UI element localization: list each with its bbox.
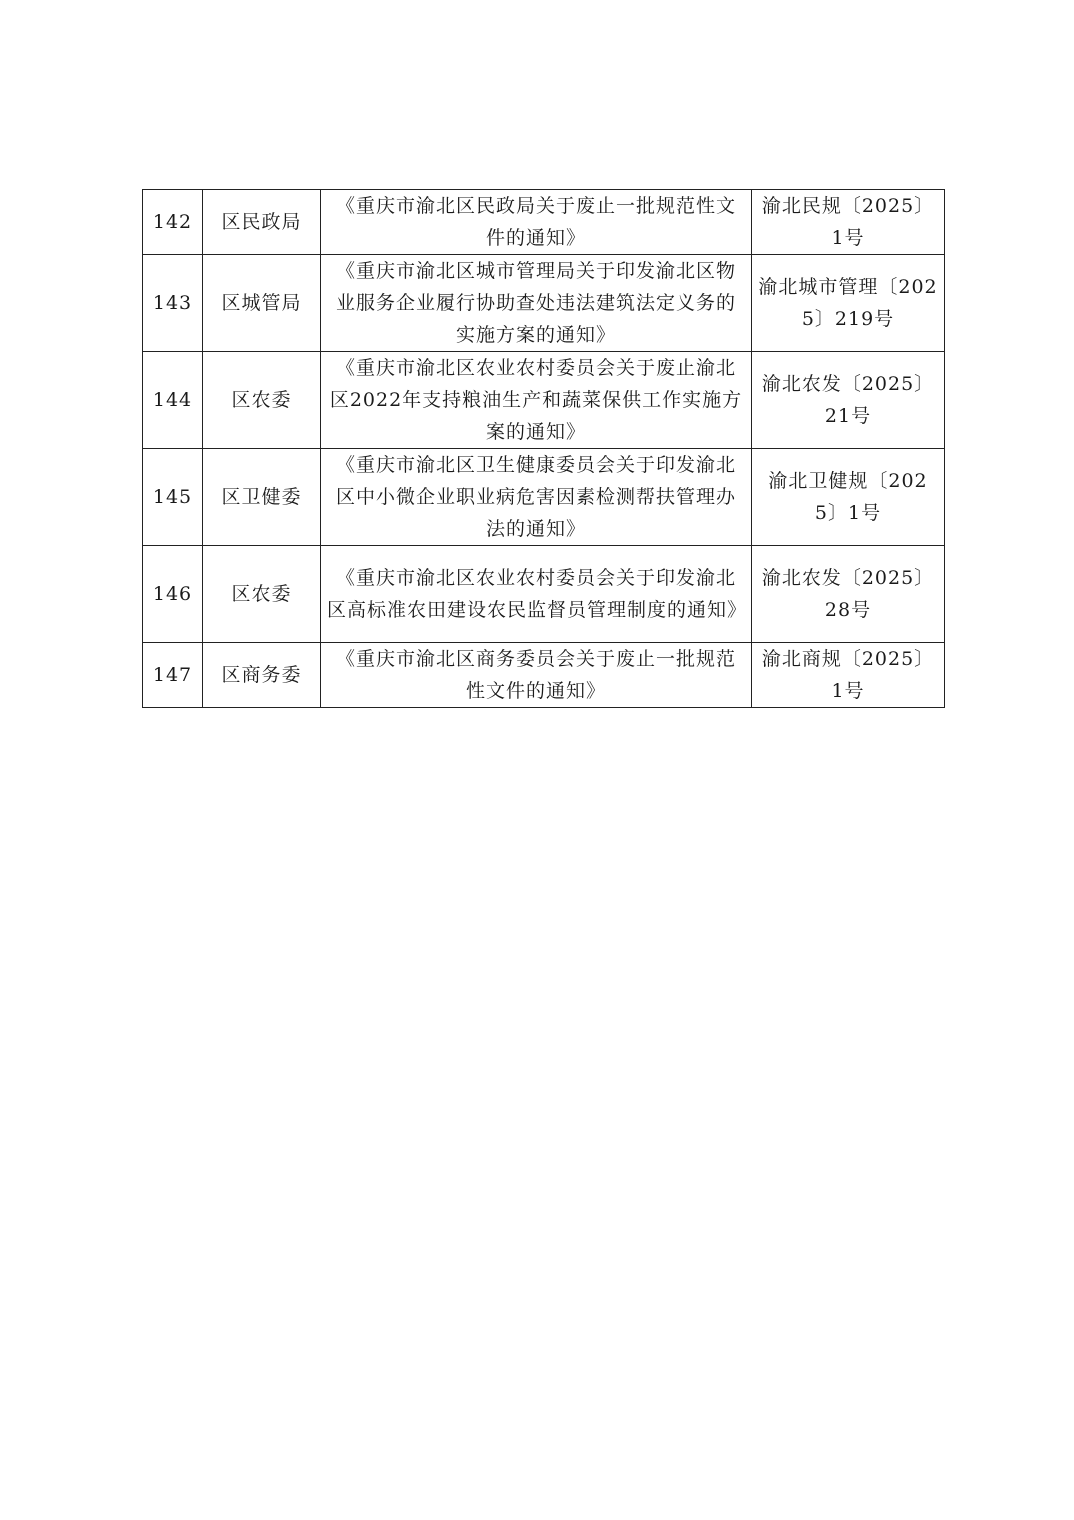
document-title-cell: 《重庆市渝北区民政局关于废止一批规范性文件的通知》 bbox=[321, 190, 752, 255]
row-number: 147 bbox=[143, 643, 203, 708]
department-cell: 区农委 bbox=[203, 352, 321, 449]
regulation-table bbox=[142, 189, 945, 708]
document-number-cell: 渝北农发〔2025〕21号 bbox=[752, 352, 945, 449]
row-number: 142 bbox=[143, 190, 203, 255]
department-cell: 区农委 bbox=[203, 546, 321, 643]
table-row bbox=[143, 255, 945, 352]
document-number-cell: 渝北卫健规〔2025〕1号 bbox=[752, 449, 945, 546]
table-row bbox=[143, 643, 945, 708]
row-number: 143 bbox=[143, 255, 203, 352]
document-title-cell: 《重庆市渝北区城市管理局关于印发渝北区物业服务企业履行协助查处违法建筑法定义务的实施方案的通知》 bbox=[321, 255, 752, 352]
document-title-cell: 《重庆市渝北区农业农村委员会关于印发渝北区高标准农田建设农民监督员管理制度的通知》 bbox=[321, 546, 752, 643]
department-cell: 区民政局 bbox=[203, 190, 321, 255]
row-number: 146 bbox=[143, 546, 203, 643]
document-number-cell: 渝北商规〔2025〕1号 bbox=[752, 643, 945, 708]
document-number-cell: 渝北城市管理〔2025〕219号 bbox=[752, 255, 945, 352]
department-cell: 区城管局 bbox=[203, 255, 321, 352]
document-title-cell: 《重庆市渝北区商务委员会关于废止一批规范性文件的通知》 bbox=[321, 643, 752, 708]
department-cell: 区卫健委 bbox=[203, 449, 321, 546]
table-row bbox=[143, 449, 945, 546]
document-number-cell: 渝北民规〔2025〕1号 bbox=[752, 190, 945, 255]
row-number: 144 bbox=[143, 352, 203, 449]
table-row bbox=[143, 190, 945, 255]
row-number: 145 bbox=[143, 449, 203, 546]
document-title-cell: 《重庆市渝北区卫生健康委员会关于印发渝北区中小微企业职业病危害因素检测帮扶管理办法的通知》 bbox=[321, 449, 752, 546]
document-title-cell: 《重庆市渝北区农业农村委员会关于废止渝北区2022年支持粮油生产和蔬菜保供工作实施方案的通知》 bbox=[321, 352, 752, 449]
document-number-cell: 渝北农发〔2025〕28号 bbox=[752, 546, 945, 643]
table-row bbox=[143, 352, 945, 449]
department-cell: 区商务委 bbox=[203, 643, 321, 708]
table-row bbox=[143, 546, 945, 643]
